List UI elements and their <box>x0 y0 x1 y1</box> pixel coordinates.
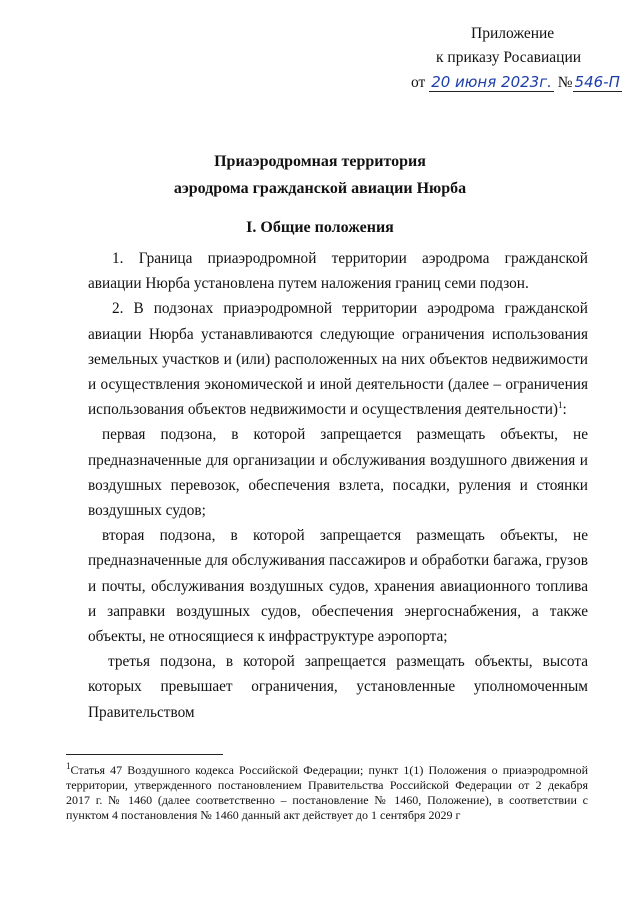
footnote-ref: 1 <box>557 400 563 411</box>
handwritten-order-number: 546-П <box>574 73 620 91</box>
handwritten-date: 20 июня 2023г. <box>431 73 552 91</box>
document-title-line1: Приаэродромная территория <box>214 153 426 170</box>
document-title-line2: аэродрома гражданской авиации Нюрба <box>173 180 467 197</box>
footnote <box>66 763 588 823</box>
footnote-divider <box>66 754 223 755</box>
document-body <box>88 246 588 725</box>
appendix-label: Приложение <box>471 25 555 42</box>
paragraph-1: 1. Граница приаэродромной территории аэродрома гражданской авиации Нюрба установлена путем наложения границ семи подзон. <box>88 250 588 293</box>
order-reference: к приказу Росавиации <box>436 49 582 66</box>
paragraph-2 <box>88 296 588 422</box>
number-sign: № <box>557 74 573 91</box>
paragraph-2-end: : <box>562 401 567 419</box>
footnote-text: Статья 47 Воздушного кодекса Российской Федерации; пункт 1(1) Положения о приаэродромной территории, утвержденного постановлением Правительства Российской Федерации от 2 декабря 2017 г. № 1460 (далее соответственно – постановление № 1460, Положение), в соответствии с пунктом 4 постановления № 1460 данный акт действует до 1 сентября 2029 г <box>66 763 588 822</box>
paragraph-subzone-3: третья подзона, в которой запрещается размещать объекты, высота которых превышает ограничения, установленные уполномоченным Правительством <box>88 653 588 721</box>
paragraph-2-text: 2. В подзонах приаэродромной территории аэродрома гражданской авиации Нюрба устанавливаются следующие ограничения использования земельных участков и (или) расположенных на них объектов недвижимости и осуществления экономической и иной деятельности (далее – ограничения использования объектов недвижимости и осуществления деятельности) <box>88 300 588 419</box>
paragraph-subzone-1: первая подзона, в которой запрещается размещать объекты, не предназначенные для организации и обслуживания воздушного движения и воздушных перевозок, обеспечения взлета, посадки, руления и стоянки воздушных судов; <box>88 426 588 520</box>
footnote-mark: 1 <box>66 761 71 771</box>
date-prefix: от <box>411 74 426 91</box>
order-date-line <box>411 72 622 93</box>
section-heading: I. Общие положения <box>246 219 394 236</box>
paragraph-subzone-2: вторая подзона, в которой запрещается размещать объекты, не предназначенные для обслуживания пассажиров и обработки багажа, грузов и почты, обслуживания воздушных судов, хранения авиационного топлива и заправки воздушных судов, обеспечения энергоснабжения, а также объекты, не относящиеся к инфраструктуре аэропорта; <box>88 527 588 646</box>
